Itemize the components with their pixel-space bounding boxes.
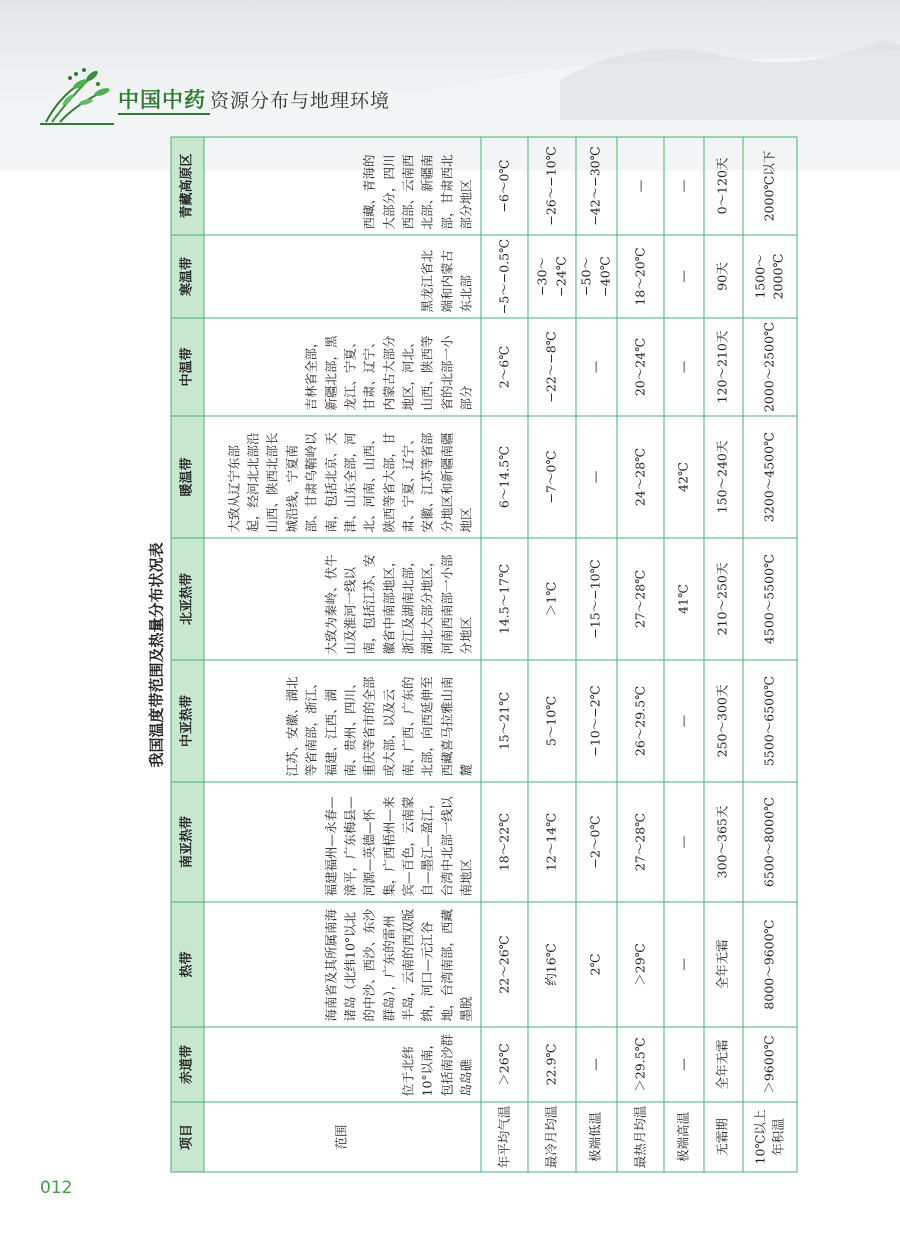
table-cell: −15～−10℃ [576, 538, 617, 660]
table-cell: −5～−0.5℃ [481, 235, 529, 318]
row-label: 极端低温 [576, 1102, 617, 1172]
table-cell: 西藏、青海的大部分，四川西部、云南西北部、新疆南部，甘肃西北部分地区 [204, 137, 481, 235]
table-row-coldest-month-temp [528, 137, 576, 1172]
header-cell: 项目 [171, 1102, 204, 1172]
table-cell: −50～−40℃ [576, 235, 617, 318]
table-cell: 大致从辽宁东部起，经河北北部沿山西、陕西北部长城沿线，宁夏南部、甘肃乌鞘岭以南，包括北京、天津、山东全部，河北、河南、山西、陕西等省大部，甘肃、宁夏、辽宁、安徽、江苏等省部分地区和新疆南疆地区 [204, 416, 481, 538]
page-header [40, 66, 640, 126]
table-cell: 1500～2000℃ [743, 235, 797, 318]
table-cell: 14.5～17℃ [481, 538, 529, 660]
table-cell: 6500～8000℃ [743, 782, 797, 902]
table-cell: 150～240天 [704, 416, 743, 538]
table-cell: — [664, 782, 703, 902]
table-cell: 8000～9600℃ [743, 902, 797, 1027]
table-row-accumulated-temp [743, 137, 797, 1172]
table-cell: 27～28℃ [617, 538, 665, 660]
table-cell: 210～250天 [704, 538, 743, 660]
table-cell: 2～6℃ [481, 318, 529, 416]
row-label: 范围 [204, 1102, 481, 1172]
row-label: 10℃以上年积温 [743, 1102, 797, 1172]
table-cell: — [664, 137, 703, 235]
table-cell: 4500～5500℃ [743, 538, 797, 660]
table-cell: −10～−2℃ [576, 660, 617, 782]
header-cell: 赤道带 [171, 1027, 204, 1102]
table-row-annual-mean-temp [481, 137, 529, 1172]
temperature-zone-table [171, 137, 798, 1173]
table-cell: 120～210天 [704, 318, 743, 416]
table-cell: 大致为秦岭、伏牛山及淮河一线以南，包括江苏、安徽省中南部地区，浙江及湖南北部，湖北大部分地区，河南西南部一小部分地区 [204, 538, 481, 660]
row-label: 无霜期 [704, 1102, 743, 1172]
table-cell: — [664, 318, 703, 416]
table-row-frost-free-period [704, 137, 743, 1172]
table-header-row [171, 137, 204, 1172]
table-cell: 位于北纬10°以南，包括南沙群岛岛礁 [204, 1027, 481, 1102]
table-cell: 250～300天 [704, 660, 743, 782]
table-cell: 22.9℃ [528, 1027, 576, 1102]
table-cell: ＞26℃ [481, 1027, 529, 1102]
header-cell: 南亚热带 [171, 782, 204, 902]
header-cell: 暖温带 [171, 416, 204, 538]
chapter-title: 资源分布与地理环境 [210, 90, 391, 112]
table-cell: 12～14℃ [528, 782, 576, 902]
title-underline [118, 113, 210, 115]
table-cell: 2000℃以下 [743, 137, 797, 235]
table-cell: — [576, 1027, 617, 1102]
table-cell: 海南省及其所属南海诸岛（北纬10°以北的中沙、西沙、东沙群岛），广东的雷州半岛，云南的西双版纳，河口—元江谷地，台湾南部，西藏墨脱 [204, 902, 481, 1027]
table-cell: 福建福州—永春—漳平，广东梅县—河源—英德—怀集，广西梧州—来宾—百色，云南蒙自—墨江—盈江，台湾中北部一线以南地区 [204, 782, 481, 902]
table-cell: — [664, 235, 703, 318]
table-cell: ＞29.5℃ [617, 1027, 665, 1102]
row-label: 极端高温 [664, 1102, 703, 1172]
page-number: 012 [40, 1178, 73, 1198]
table-cell: ＞9600℃ [743, 1027, 797, 1102]
header-cell: 中温带 [171, 318, 204, 416]
table-cell: — [664, 1027, 703, 1102]
table-row-range [204, 137, 481, 1172]
table-row-hottest-month-temp [617, 137, 665, 1172]
table-cell: 0～120天 [704, 137, 743, 235]
header-cell: 中亚热带 [171, 660, 204, 782]
table-cell: 吉林省全部，新疆北部，黑龙江、宁夏、甘肃、辽宁、内蒙古大部分地区，河北、山西、陕西等省的北部一小部分 [204, 318, 481, 416]
table-cell: −26～−10℃ [528, 137, 576, 235]
table-cell: 18～20℃ [617, 235, 665, 318]
table-cell: 5500～6500℃ [743, 660, 797, 782]
rotated-table-block [143, 138, 798, 1173]
table-cell: 22～26℃ [481, 902, 529, 1027]
book-title: 中国中药 [118, 88, 206, 112]
table-cell: −22～−8℃ [528, 318, 576, 416]
table-cell: −42～−30℃ [576, 137, 617, 235]
table-cell: ＞1℃ [528, 538, 576, 660]
row-label: 最冷月均温 [528, 1102, 576, 1172]
table-caption: 我国温度带范围及热量分布状况表 [147, 542, 166, 768]
table-cell: 42℃ [664, 416, 703, 538]
header-cell: 北亚热带 [171, 538, 204, 660]
header-cell: 热带 [171, 902, 204, 1027]
table-cell: 24～28℃ [617, 416, 665, 538]
table-cell: 27～28℃ [617, 782, 665, 902]
table-cell: 6～14.5℃ [481, 416, 529, 538]
table-cell: 300～365天 [704, 782, 743, 902]
table-cell: 江苏、安徽、湖北等省南部，浙江、福建、江西、湖南、贵州、四川、重庆等省市的全部或大部，以及云南、广西、广东的北部，向西延伸至西藏喜马拉雅山南麓 [204, 660, 481, 782]
table-cell: — [664, 660, 703, 782]
table-cell: −6～0℃ [481, 137, 529, 235]
table-cell: 2℃ [576, 902, 617, 1027]
table-cell: −2～0℃ [576, 782, 617, 902]
table-cell: 18～22℃ [481, 782, 529, 902]
table-cell: — [576, 318, 617, 416]
row-label: 年平均气温 [481, 1102, 529, 1172]
table-cell: −7～0℃ [528, 416, 576, 538]
table-cell: 黑龙江省北端和内蒙古东北部 [204, 235, 481, 318]
herb-logo-icon [40, 66, 114, 126]
table-cell: 20～24℃ [617, 318, 665, 416]
table-cell: −30～−24℃ [528, 235, 576, 318]
table-cell: 90天 [704, 235, 743, 318]
table-cell: 15～21℃ [481, 660, 529, 782]
row-label: 最热月均温 [617, 1102, 665, 1172]
table-cell: 全年无霜 [704, 902, 743, 1027]
table-cell: 26～29.5℃ [617, 660, 665, 782]
table-row-extreme-low-temp [576, 137, 617, 1172]
table-cell: 5～10℃ [528, 660, 576, 782]
table-cell: 41℃ [664, 538, 703, 660]
table-row-extreme-high-temp [664, 137, 703, 1172]
table-cell: 2000～2500℃ [743, 318, 797, 416]
table-cell: — [617, 137, 665, 235]
header-cell: 青藏高原区 [171, 137, 204, 235]
table-cell: 约16℃ [528, 902, 576, 1027]
table-cell: — [576, 416, 617, 538]
table-cell: 3200～4500℃ [743, 416, 797, 538]
table-cell: ＞29℃ [617, 902, 665, 1027]
table-cell: — [664, 902, 703, 1027]
header-cell: 寒温带 [171, 235, 204, 318]
table-cell: 全年无霜 [704, 1027, 743, 1102]
